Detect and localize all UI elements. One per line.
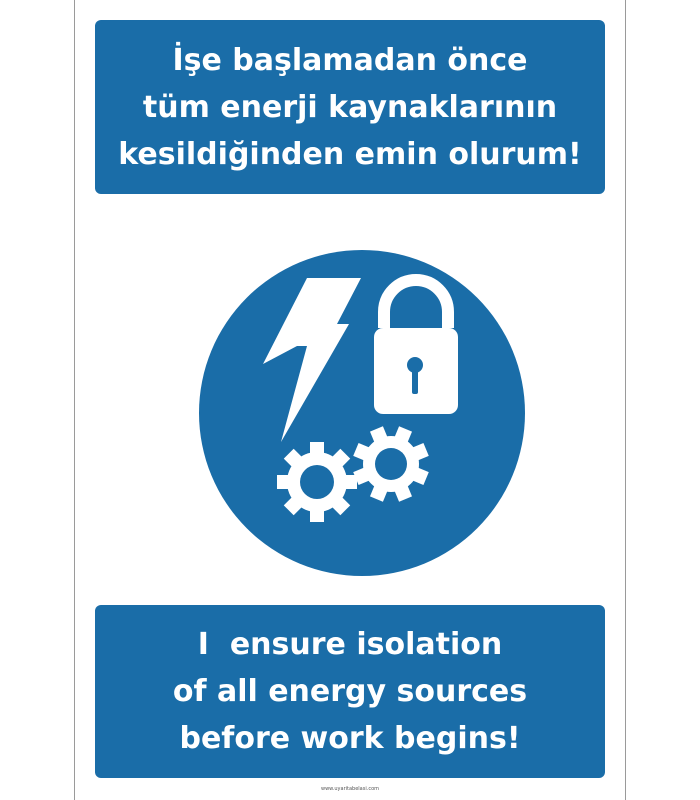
english-line-3: before work begins!	[179, 721, 521, 756]
turkish-text-panel	[95, 20, 605, 194]
english-line-2: of all energy sources	[172, 674, 528, 709]
mandatory-symbol-circle	[199, 250, 525, 576]
turkish-line-1: İşe başlamadan önce	[172, 42, 528, 78]
footer-website: www.uyaritabelasi.com	[320, 786, 380, 792]
blue-circle	[199, 250, 525, 576]
english-line-1: I ensure isolation	[197, 627, 503, 662]
turkish-line-2: tüm enerji kaynaklarının	[142, 89, 558, 125]
turkish-line-3: kesildiğinden emin olurum!	[118, 136, 582, 172]
mandatory-sign	[74, 0, 626, 800]
english-text-panel	[95, 605, 605, 778]
